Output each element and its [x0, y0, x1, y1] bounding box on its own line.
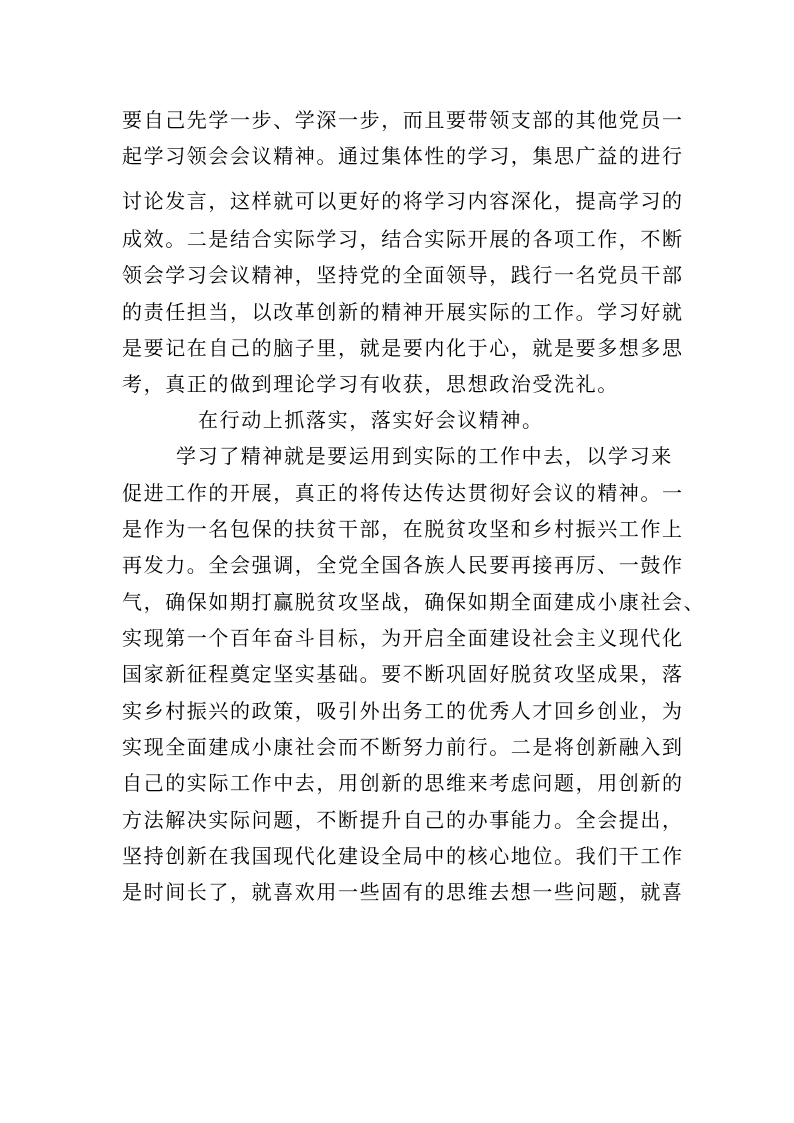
text-line: 成效。二是结合实际学习，结合实际开展的各项工作，不断 — [122, 227, 684, 251]
text-line: 讨论发言，这样就可以更好的将学习内容深化，提高学习的 — [122, 189, 684, 213]
text-line: 自己的实际工作中去，用创新的思维来考虑问题，用创新的 — [122, 771, 684, 795]
text-line: 坚持创新在我国现代化建设全局中的核心地位。我们干工作 — [122, 844, 684, 868]
section-heading: 在行动上抓落实，落实好会议精神。 — [198, 408, 544, 432]
text-line: 考，真正的做到理论学习有收获，思想政治受洗礼。 — [122, 372, 619, 396]
text-line: 促进工作的开展，真正的将传达传达贯彻好会议的精神。一 — [122, 481, 684, 505]
text-line: 要自己先学一步、学深一步，而且要带领支部的其他党员一 — [122, 108, 684, 132]
text-line: 的责任担当，以改革创新的精神开展实际的工作。学习好就 — [122, 300, 684, 324]
text-line: 实现全面建成小康社会而不断努力前行。二是将创新融入到 — [122, 735, 684, 759]
text-line: 起学习领会会议精神。通过集体性的学习，集思广益的进行 — [122, 144, 684, 168]
text-line: 国家新征程奠定坚实基础。要不断巩固好脱贫攻坚成果，落 — [122, 662, 684, 686]
text-line: 实现第一个百年奋斗目标，为开启全面建设社会主义现代化 — [122, 626, 684, 650]
text-line: 领会学习会议精神，坚持党的全面领导，践行一名党员干部 — [122, 263, 684, 287]
paragraph-first-line: 学习了精神就是要运用到实际的工作中去，以学习来 — [176, 444, 673, 468]
text-line: 实乡村振兴的政策，吸引外出务工的优秀人才回乡创业，为 — [122, 699, 684, 723]
text-line: 是作为一名包保的扶贫干部，在脱贫攻坚和乡村振兴工作上 — [122, 517, 684, 541]
text-line: 是要记在自己的脑子里，就是要内化于心，就是要多想多思 — [122, 336, 684, 360]
text-line: 方法解决实际问题，不断提升自己的办事能力。全会提出， — [122, 808, 684, 832]
text-line: 气，确保如期打赢脱贫攻坚战，确保如期全面建成小康社会、 — [122, 590, 706, 614]
text-line: 再发力。全会强调，全党全国各族人民要再接再厉、一鼓作 — [122, 553, 684, 577]
text-line: 是时间长了，就喜欢用一些固有的思维去想一些问题，就喜 — [122, 880, 684, 904]
